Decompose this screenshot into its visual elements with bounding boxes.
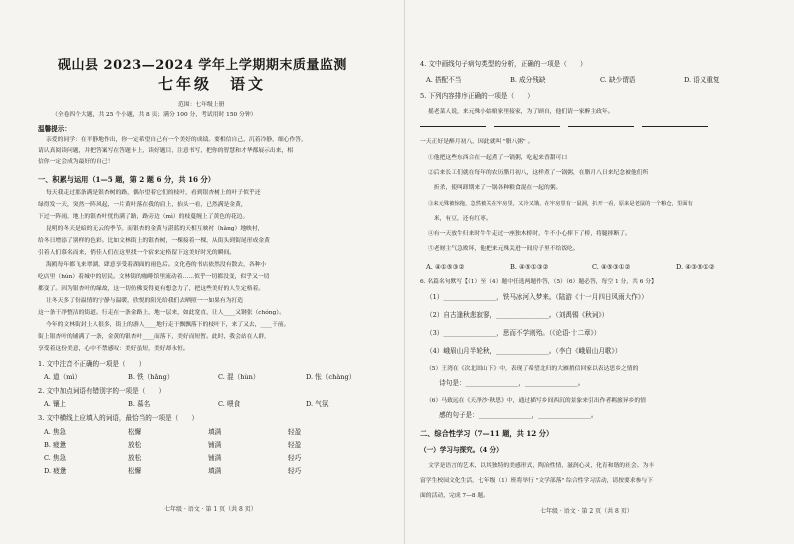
passage-line: 给冬日增添了别样的色彩。比如文林街上的银杏树，一棵接着一棵，从街头到街尾形成金黄 xyxy=(38,238,270,244)
q3-cell: 轻巧 xyxy=(288,467,302,475)
q2-option: D. 气氛 xyxy=(306,400,329,408)
notice-label: 温馨提示： xyxy=(38,125,71,133)
q5-stem: 5. 下列内容排序正确的一项是（ ） xyxy=(420,92,534,100)
passage-line: 今年的文林街封上人很多，街上的游人____地行走于飘飘落下的枝叶下，来了又去，____干前。 xyxy=(46,322,290,328)
passage-line: 街上银杏叶的铺满了一条，金黄的银杏叶____而落下，美好而短暂。此时，我会站在人群， xyxy=(38,334,270,340)
exam-scope: 范围：七年级上册 xyxy=(178,102,225,108)
passage-line: 都变了。因为银杏叶的缘故，这一切仿佛变得更有想念力了，把这些美好的人生定格着。 xyxy=(38,286,265,292)
answer-blank[interactable] xyxy=(494,126,560,127)
q3-cell: B. 疲惫 xyxy=(44,441,67,449)
notice-line: 信你一定会成为最好的自己！ xyxy=(38,159,114,165)
passage-line: 引着人们慕名而来，俏佳人们在这里找一个宿来定格留下这美好时光的瞬间。 xyxy=(38,250,236,256)
section2-text: 面的活动，完成 7—8 题。 xyxy=(420,493,490,499)
q3-cell: 填满 xyxy=(208,467,222,475)
section2-text: 富学生校园文化生活，七年级（1）班将举行 "文学部落" 综合性学习活动，请按要求参与下 xyxy=(420,478,653,484)
notice-line: 请认真阅读问题，并把答案写在答题卡上，读好题目，注意书写，把你的智慧和才华都展示出来，相 xyxy=(38,148,294,154)
passage-line: 绿得发一天，突然一阵风起，一片黄叶落在我的肩上，抬头一看，已然满是金黄， xyxy=(38,202,247,208)
q3-cell: D. 疲惫 xyxy=(44,467,67,475)
page-footer: 七年级 · 语文 · 第 1 页（共 8 页） xyxy=(164,506,257,513)
q3-cell: 轻盈 xyxy=(288,441,302,449)
q5-lead: 摇老菜人说，来元殊小姑娘家里接家，为了顾自，他们请一家醉主政年。 xyxy=(428,109,614,115)
passage-line: 让冬天多了份温情的宁静与温暖，欣悦的阳光给我们去晒照一一如果有为打造 xyxy=(46,298,244,304)
q6-line: （2）自古逢秋悲寂寥，________________。（刘禹锡《秋词》） xyxy=(426,311,609,319)
q4-option: A. 搭配不当 xyxy=(426,76,462,84)
q3-cell: A. 焦急 xyxy=(44,428,67,436)
q1-option: B. 铁（hǎng） xyxy=(128,373,174,381)
q3-cell: 放松 xyxy=(128,441,142,449)
q5-choice: D. ④③⑤①② xyxy=(676,263,715,271)
section1-heading: 一、积累与运用（1—5 题，第 2 题 6 分，共 16 分） xyxy=(38,175,215,184)
q6-line: 诗句是：________________，________________。 xyxy=(426,379,585,387)
q5-item: ⑤老财主气急败坏，他把来元殊关进一间房子里不给饭吃。 xyxy=(428,246,579,252)
q5-choice: A. ④①⑤③② xyxy=(426,263,465,271)
q3-cell: 填满 xyxy=(208,428,222,436)
passage-line: 享受着这份美意，心中不禁感叹：美好虽短，美好却永恒。 xyxy=(38,346,189,352)
answer-blank[interactable] xyxy=(568,126,634,127)
q5-choice: C. ④⑤③①② xyxy=(592,263,631,271)
notice-line: 亲爱的同学：在平静地作出，你一定希望自己有一个美好的成绩。要相信自己，沉着冷静，细心作答， xyxy=(46,137,307,143)
q3-cell: 松懈 xyxy=(128,428,142,436)
passage-line: 每天我走过那条满是银杏树的路，偶尔望着它们的枝叶，看到银杏树上的叶子似乎还 xyxy=(46,190,261,196)
q1-option: C. 混（hùn） xyxy=(218,373,260,381)
q1-option: D. 怅（chàng） xyxy=(306,373,356,381)
exam-title: 砚山县 2023—2024 学年上学期期末质量监测 xyxy=(58,58,347,73)
section2-sub: （一）学习与探究。（4 分） xyxy=(420,446,503,454)
page-footer: 七年级 · 语文 · 第 2 页（共 8 页） xyxy=(540,508,633,515)
q5-item: ④有一天放牛归来时牛牛走过一座独木桥时，牛不小心摔下了桥，将腿摔断了。 xyxy=(428,231,631,237)
q5-item: 米，有豆，还有红枣。 xyxy=(428,216,492,222)
q4-option: D. 语义重复 xyxy=(684,76,720,84)
section2-heading: 二、综合性学习（7—11 题，共 12 分） xyxy=(420,429,554,438)
q5-lead: 一天正好是醉月初八，因此就叫 "腊八粥" 。 xyxy=(420,139,534,145)
answer-blank[interactable] xyxy=(642,126,708,127)
q3-stem: 3. 文中横线上应填入的词语，最恰当的一项是（ ） xyxy=(38,414,199,422)
q6-stem: 6. 名篇名句默写【（1）至（4）题中任选两题作答，（5）（6）题必答，每空 1 分，共 6 分】 xyxy=(420,279,657,285)
q6-line: （4）峨眉山月半轮秋，________________。（李白《峨眉山月歌》） xyxy=(426,347,622,355)
passage-line: 下过一阵雨，地上的银杏叶忧伤满了路，路旁边（mì）的枝蔓缠上了黄色的花边。 xyxy=(38,214,249,220)
exam-rules: （全卷四个大题，共 25 个小题，共 8 页；满分 100 分，考试用时 150 分钟） xyxy=(52,112,257,118)
passage-line: 昆明的冬天是暗的无云的季节。而银杏的金黄与湛蓝的天相互映衬（hǎng）地映衬， xyxy=(46,226,264,232)
q2-option: A. 镶上 xyxy=(44,400,67,408)
q6-line: （5）王湾在《次北固山下》中，表现了希望北归的大雁捎信回家以表达思乡之情的 xyxy=(426,366,639,372)
q4-stem: 4. 文中画线句子病句类型的分析，正确的一项是（ ） xyxy=(420,60,587,68)
q6-line: （1）________________，铁马冰河入梦来。（陆游《十一月四日风雨大作》） xyxy=(426,293,648,301)
q2-option: C. 喂食 xyxy=(218,400,241,408)
page-fold xyxy=(404,0,405,544)
subject-title: 七年级 语文 xyxy=(158,75,267,93)
q1-option: A. 道（mì） xyxy=(44,373,82,381)
q5-item: ①他把这些东西合在一起煮了一锅粥，吃起来香甜可口 xyxy=(428,155,568,161)
q2-stem: 2. 文中加点词语有错别字的一项是（ ） xyxy=(38,387,166,395)
q3-cell: 放松 xyxy=(128,454,142,462)
q5-item: ②后来长工们就在每年的农历腊月初八，这样煮了一锅粥，在腊月八日来纪念被他们所 xyxy=(428,170,649,176)
q5-item: ③来元殊被惊拖，急然被关在牢房里，又冷又饿，在牢房里有一鼠洞，扒开一看，原来是老鼠的一个粮仓，里面有 xyxy=(428,201,693,207)
q3-cell: 铺满 xyxy=(208,441,222,449)
answer-blank[interactable] xyxy=(420,126,486,127)
q6-line: （6）马致远在《天净沙·秋思》中，通过描写乡间西沉的景象来引出作者羁旅异乡的情 xyxy=(426,398,647,404)
q3-cell: C. 焦急 xyxy=(44,454,67,462)
q5-item: 折杀，使叫卸期来了一锅各种粮食混在一起的粥。 xyxy=(428,185,562,191)
q3-cell: 松懈 xyxy=(128,467,142,475)
q6-line: 感的句子是：________________，________________。 xyxy=(426,411,598,419)
passage-line: 海鸥每年都飞来翠湖，肆意享受着湖面的雨色后。文化巷的书店依然没有散去，各种小 xyxy=(46,262,267,268)
section2-text: 文学是语言的艺术，以其独特的美感形式，陶冶性情，滋润心灵，化育和谐的社会。为丰 xyxy=(428,463,655,469)
q2-option: B. 慕名 xyxy=(128,400,151,408)
q1-stem: 1. 文中注音不正确的一项是（ ） xyxy=(38,360,146,368)
q3-cell: 铺满 xyxy=(208,454,222,462)
q3-cell: 轻巧 xyxy=(288,454,302,462)
left-page xyxy=(38,0,390,544)
passage-line: 吃店里（hún）着城中的居民。文林街的咖啡馆里流动着……似乎一切都没变，似乎又一切 xyxy=(38,274,270,280)
q5-choice: B. ④⑤①③② xyxy=(510,263,549,271)
q3-cell: 轻盈 xyxy=(288,428,302,436)
passage-line-underlined: 这一条干净整洁的街道。行走在一条金路上，地一层来，如此宽直，让人____又钢张（chóng）。 xyxy=(38,310,285,316)
q4-option: B. 成分残缺 xyxy=(510,76,546,84)
q6-line: （3）________________，思而不学则殆。（《论语·十二章》） xyxy=(426,329,601,337)
q5-blank-line xyxy=(420,126,760,127)
q4-option: C. 缺少谓语 xyxy=(600,76,636,84)
right-page xyxy=(420,0,770,544)
